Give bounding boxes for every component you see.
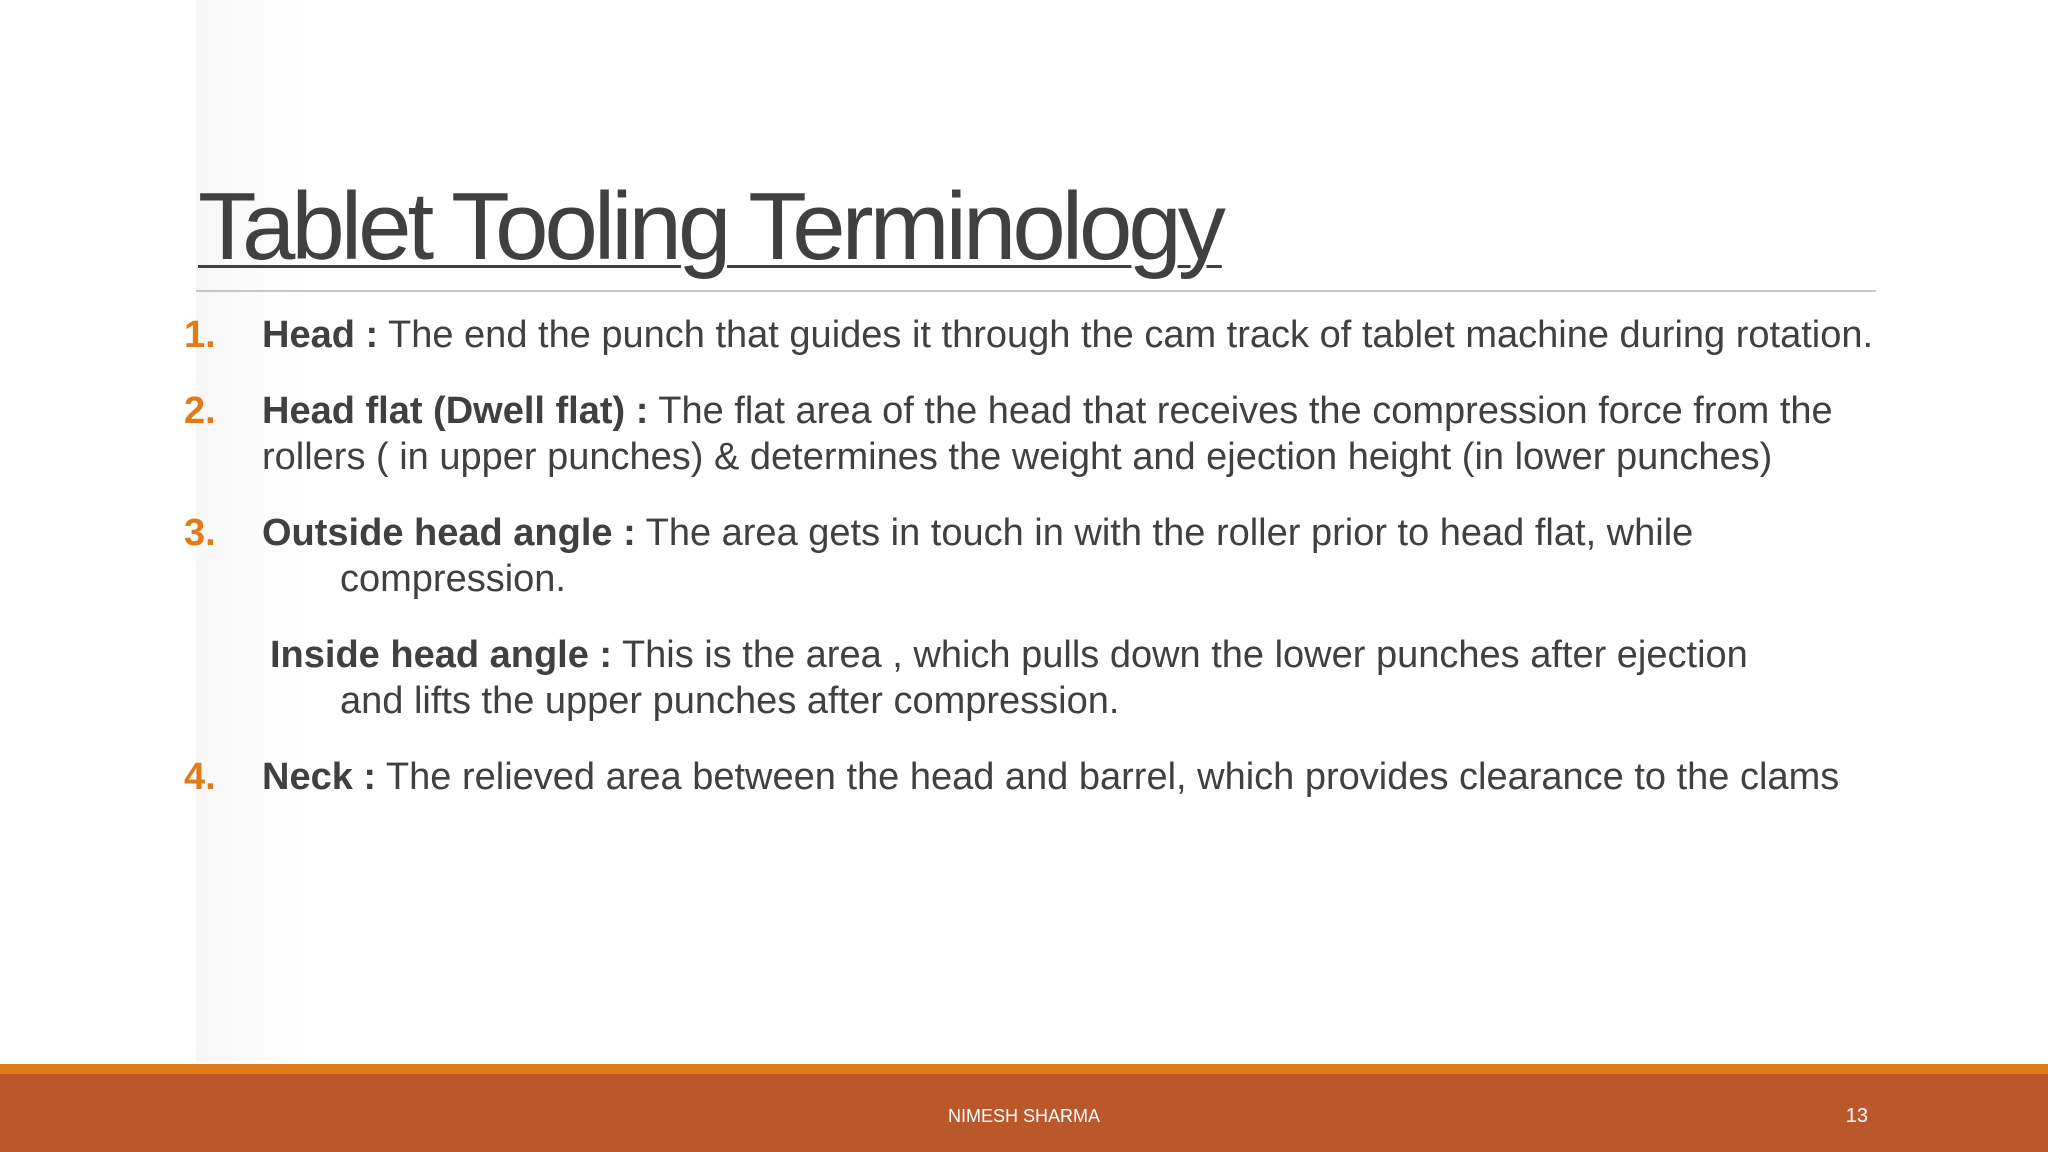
slide-title: Tablet Tooling Terminology <box>198 173 1222 280</box>
term-label: Inside head angle : <box>270 634 613 676</box>
list-item-outside-head-angle <box>184 510 1884 602</box>
term-label: Head : <box>262 314 379 356</box>
list-number: 3. <box>184 512 216 554</box>
list-number: 4. <box>184 756 216 798</box>
term-description-continued: compression. <box>340 558 566 600</box>
page-number: 13 <box>1845 1105 1868 1127</box>
term-label: Head flat (Dwell flat) : <box>262 390 649 432</box>
list-number: 2. <box>184 390 216 432</box>
list-item-head <box>184 312 1884 358</box>
list-item-neck <box>184 754 1884 800</box>
term-description: The relieved area between the head and barrel, which provides clearance to the clams <box>376 756 1840 798</box>
footer-author: NIMESH SHARMA <box>947 1106 1100 1126</box>
title-divider <box>196 290 1876 292</box>
term-description: This is the area , which pulls down the lower punches after ejection <box>612 634 1748 676</box>
term-label: Outside head angle : <box>262 512 636 554</box>
term-description-continued: and lifts the upper punches after compression. <box>340 680 1120 722</box>
list-item-inside-head-angle <box>184 632 1884 724</box>
footer-accent-stripe <box>0 1064 2048 1074</box>
term-description: The flat area of the head that receives the compression force from the rollers ( in upper punches) & determines the weight and ejection height (in lower punches) <box>262 390 1833 478</box>
term-label: Neck : <box>262 756 377 798</box>
terminology-list <box>184 312 1884 830</box>
list-item-head-flat <box>184 388 1884 480</box>
term-description: The area gets in touch in with the roller prior to head flat, while <box>635 512 1694 554</box>
term-description: The end the punch that guides it through the cam track of tablet machine during rotation. <box>378 314 1874 356</box>
list-number: 1. <box>184 314 216 356</box>
